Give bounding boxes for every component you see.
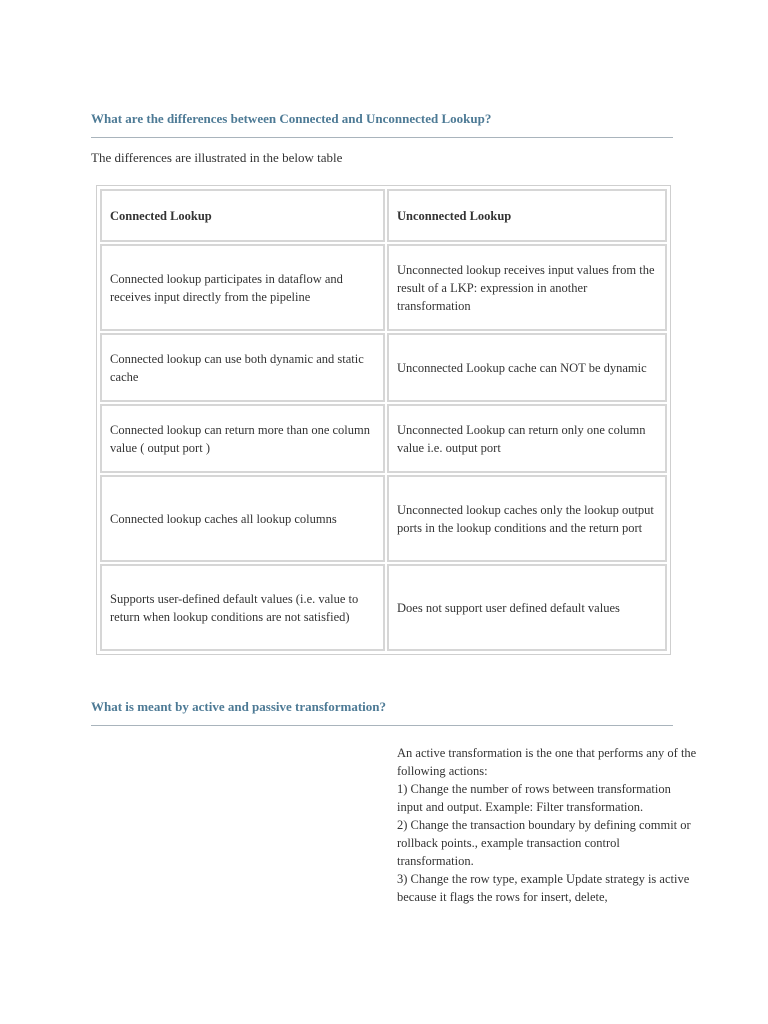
table-cell: Unconnected lookup receives input values from the result of a LKP: expression in another transformation (387, 244, 667, 331)
table-row (100, 333, 667, 402)
table-cell: Unconnected Lookup cache can NOT be dynamic (387, 333, 667, 402)
heading-divider (91, 137, 673, 138)
table-row (100, 404, 667, 473)
table-header-row (100, 189, 667, 242)
intro-text: The differences are illustrated in the below table (91, 150, 343, 165)
heading-divider (91, 725, 673, 726)
table-cell: Unconnected lookup caches only the lookup output ports in the lookup conditions and the return port (387, 475, 667, 562)
comparison-table (98, 187, 669, 653)
table-row (100, 564, 667, 651)
header-connected-lookup: Connected Lookup (100, 189, 385, 242)
table-cell: Unconnected Lookup can return only one column value i.e. output port (387, 404, 667, 473)
table-cell: Supports user-defined default values (i.e. value to return when lookup conditions are not satisfied) (100, 564, 385, 651)
table-row (100, 475, 667, 562)
table-row (100, 244, 667, 331)
table-cell: Does not support user defined default values (387, 564, 667, 651)
answer-text: An active transformation is the one that performs any of the following actions: 1) Change the number of rows between transformation input and output. Example: Filter transformation. 2) Change the transaction boundary by defining commit or rollback points., example transaction control transformation. 3) Change the row type, example Update strategy is active because it flags the rows for insert, delete, (397, 746, 697, 904)
question-heading-lookup: What are the differences between Connected and Unconnected Lookup? (91, 111, 492, 126)
table-cell: Connected lookup participates in dataflow and receives input directly from the pipeline (100, 244, 385, 331)
header-unconnected-lookup: Unconnected Lookup (387, 189, 667, 242)
comparison-table-frame (96, 185, 671, 655)
table-cell: Connected lookup can use both dynamic and static cache (100, 333, 385, 402)
question-heading-transformation: What is meant by active and passive transformation? (91, 699, 387, 714)
table-cell: Connected lookup caches all lookup columns (100, 475, 385, 562)
table-cell: Connected lookup can return more than one column value ( output port ) (100, 404, 385, 473)
